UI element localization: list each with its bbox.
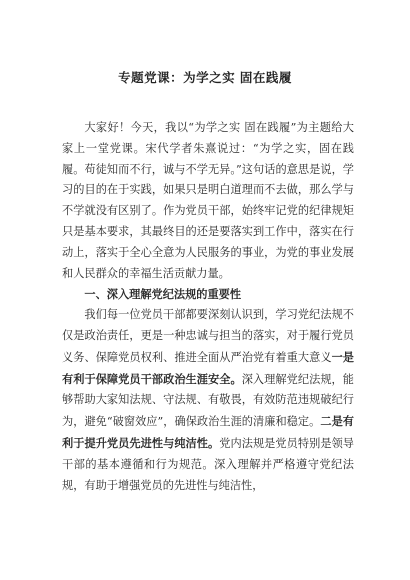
paragraph-intro: [62, 118, 354, 284]
text-run: 党内法规是党员特别是领导干部的基本遵循和行为规范。深入理解并严格遵守党纪法规，有助于增强党员的先进性与纯洁性，: [62, 436, 354, 492]
text-run: 深入理解党纪法规，能够帮助大家知法规、守法规、有敬畏，有效防范违规破纪行为，避免“破窗效应”，确保政治生涯的清廉和稳定。: [62, 372, 354, 429]
heading-text: 一、深入理解党纪法规的重要性: [84, 287, 242, 302]
paragraph-section-1: [62, 305, 354, 496]
bold-point-2: 二是有利于提升党员先进性与纯洁性。: [62, 414, 354, 450]
bold-point-1: 一是有利于保障党员干部政治生涯安全。: [62, 349, 354, 386]
document-body: [62, 118, 354, 496]
text-run: 我们每一位党员干部都要深刻认识到，学习党纪法规不仅是政治责任，更是一种忠诚与担当的落实，对于履行党员义务、保障党员权利、推进全面从严治党有着重大意义: [62, 308, 354, 364]
section-heading-1: [62, 284, 354, 305]
page-title: 专题党课：为学之实 固在践履: [118, 70, 292, 85]
text-run: 大家好！今天，我以“为学之实 固在践履”为主题给大家上一堂党课。宋代学者朱熹说过：“为学之实，固在践履。苟徒知而不行，诚与不学无异。”这句话的意思是说，学习的目的在于实践，如果只是明白道理而不去做，那么学与不学就没有区别了。作为党员干部，始终牢记党的纪律规矩只是基本要求，其最终目的还是要落实到工作中，落实在行动上，落实于全心全意为人民服务的事业，为党的事业发展和人民群众的幸福生活贡献力量。: [62, 121, 354, 280]
